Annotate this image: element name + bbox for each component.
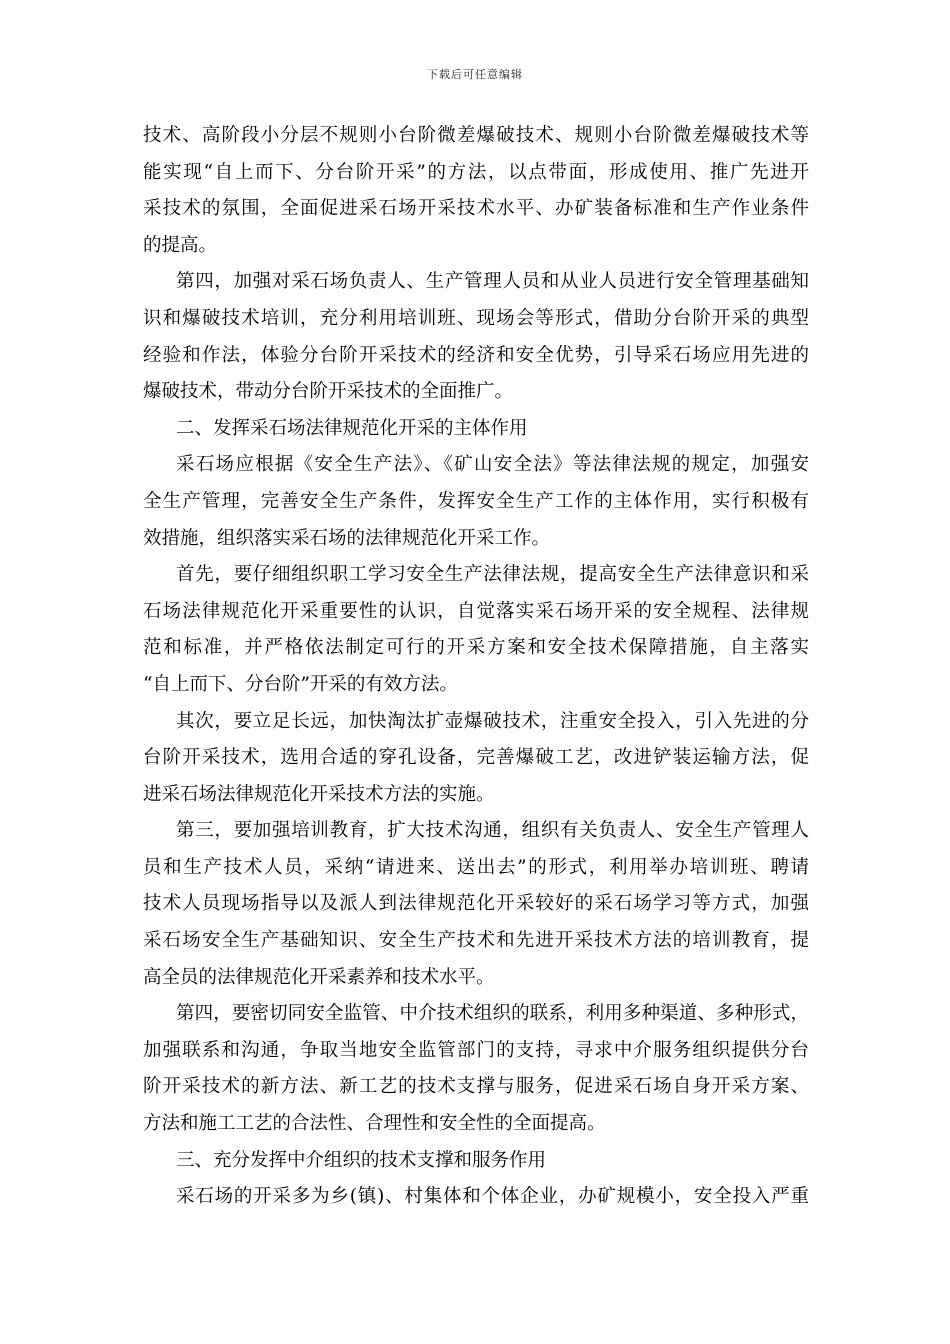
text-line: 高全员的法律规范化开采素养和技术水平。 [143, 966, 495, 988]
text-line: “自上而下、分台阶”开采的有效方法。 [143, 673, 458, 695]
text-line: 第四，加强对采石场负责人、生产管理人员和从业人员进行安全管理基础知 [176, 271, 809, 293]
text-line: 爆破技术，带动分台阶开采技术的全面推广。 [143, 381, 514, 403]
text-line: 第三，要加强培训教育，扩大技术沟通，组织有关负责人、安全生产管理人 [176, 820, 809, 842]
text-line: 识和爆破技术培训，充分利用培训班、现场会等形式，借助分台阶开采的典型 [143, 307, 809, 329]
text-line: 方法和施工工艺的合法性、合理性和安全性的全面提高。 [143, 1113, 606, 1135]
text-line: 采石场的开采多为乡(镇)、村集体和个体企业，办矿规模小，安全投入严重 [176, 1186, 809, 1208]
text-line: 阶开采技术的新方法、新工艺的技术支撑与服务，促进采石场自身开采方案、 [143, 1076, 809, 1098]
text-line: 采技术的氛围，全面促进采石场开采技术水平、办矿装备标准和生产作业条件 [143, 198, 809, 220]
text-line: 员和生产技术人员，采纳“请进来、送出去”的形式，利用举办培训班、聘请 [143, 856, 809, 878]
text-line: 三、充分发挥中介组织的技术支撑和服务作用 [176, 1149, 547, 1171]
text-line: 范和标准，并严格依法制定可行的开采方案和安全技术保障措施，自主落实 [143, 637, 809, 659]
text-line: 技术人员现场指导以及派人到法律规范化开采较好的采石场学习等方式，加强 [143, 893, 809, 915]
document-body [143, 118, 809, 1216]
text-line: 第四，要密切同安全监管、中介技术组织的联系，利用多种渠道、多种形式， [176, 1003, 809, 1025]
text-line: 其次，要立足长远，加快淘汰扩壶爆破技术，注重安全投入，引入先进的分 [176, 710, 809, 732]
text-line: 的提高。 [143, 234, 218, 256]
text-line: 经验和作法，体验分台阶开采技术的经济和安全优势，引导采石场应用先进的 [143, 344, 809, 366]
text-line: 效措施，组织落实采石场的法律规范化开采工作。 [143, 527, 551, 549]
text-line: 全生产管理，完善安全生产条件，发挥安全生产工作的主体作用，实行积极有 [143, 490, 809, 512]
text-line: 台阶开采技术，选用合适的穿孔设备，完善爆破工艺，改进铲装运输方法，促 [143, 747, 809, 769]
text-line: 能实现“自上而下、分台阶开采”的方法，以点带面，形成使用、推广先进开 [143, 161, 809, 183]
text-line: 二、发挥采石场法律规范化开采的主体作用 [176, 417, 528, 439]
text-line: 首先，要仔细组织职工学习安全生产法律法规，提高安全生产法律意识和采 [176, 564, 809, 586]
text-line: 石场法律规范化开采重要性的认识，自觉落实采石场开采的安全规程、法律规 [143, 600, 809, 622]
text-line: 加强联系和沟通，争取当地安全监管部门的支持，寻求中介服务组织提供分台 [143, 1039, 809, 1061]
text-line: 技术、高阶段小分层不规则小台阶微差爆破技术、规则小台阶微差爆破技术等 [143, 125, 809, 146]
text-line: 采石场应根据《安全生产法》、《矿山安全法》等法律法规的规定，加强安 [176, 454, 809, 476]
text-line: 进采石场法律规范化开采技术方法的实施。 [143, 783, 495, 805]
page-header: 下载后可任意编辑 [427, 68, 523, 81]
text-line: 采石场安全生产基础知识、安全生产技术和先进开采技术方法的培训教育，提 [143, 930, 809, 952]
